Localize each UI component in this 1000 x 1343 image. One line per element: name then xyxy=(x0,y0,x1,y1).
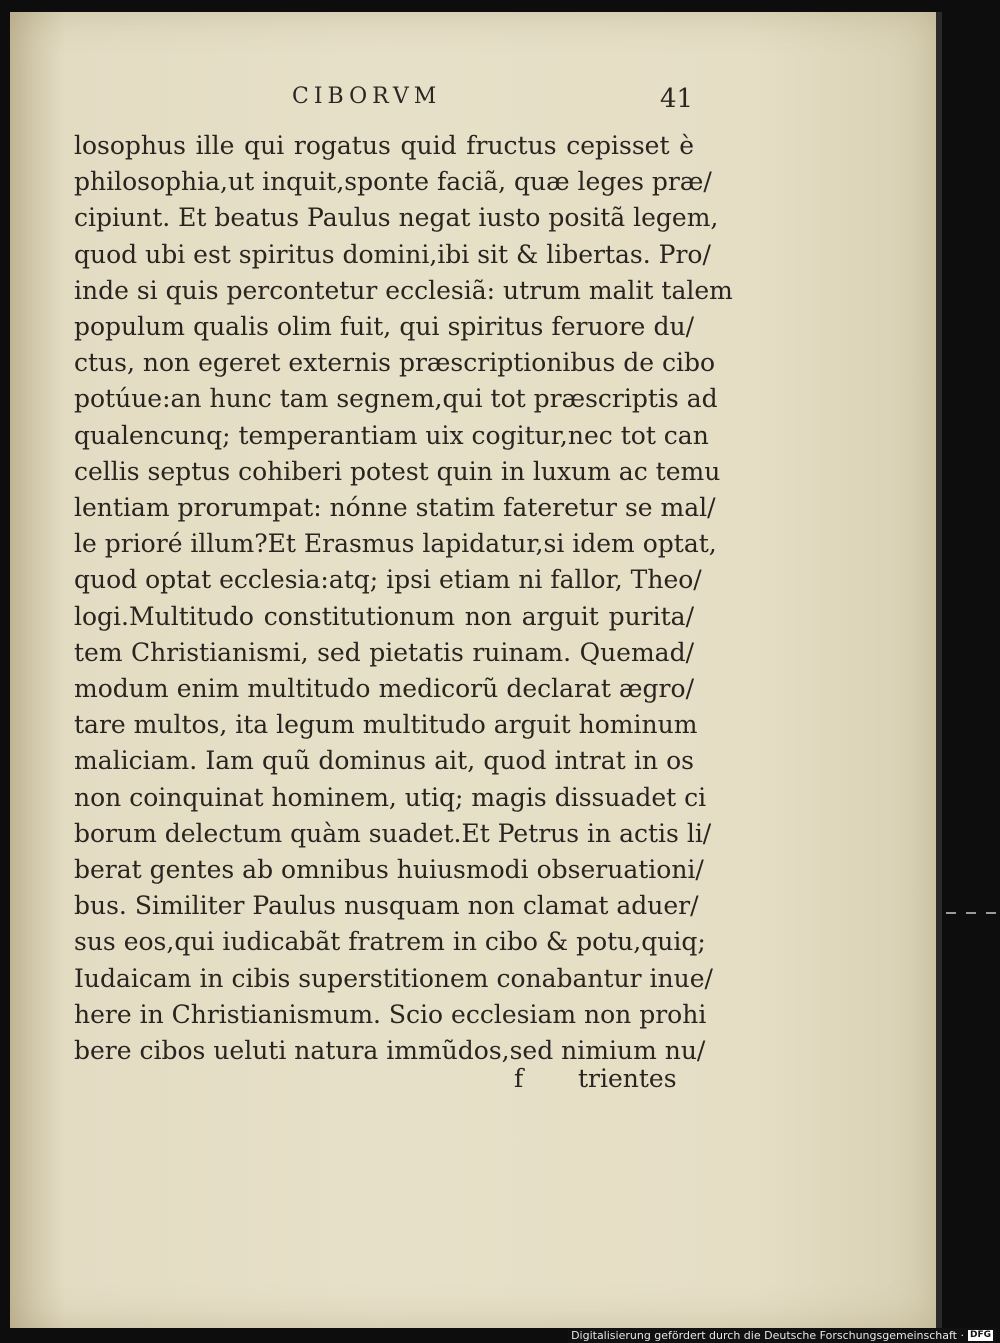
digitization-credit xyxy=(568,1328,996,1343)
running-head: CIBORVM xyxy=(292,84,442,109)
text-line: quod ubi est spiritus domini,ibi sit & libertas. Pro/ xyxy=(74,239,711,269)
text-line: inde si quis percontetur ecclesiã: utrum malit talem xyxy=(74,275,733,305)
text-line: sus eos,qui iudicabãt fratrem in cibo & potu,quiq; xyxy=(74,927,706,957)
text-line: philosophia,ut inquit,sponte faciã, quæ leges præ/ xyxy=(74,167,712,197)
page-edge-shadow xyxy=(936,12,942,1328)
text-line: quod optat ecclesia:atq; ipsi etiam ni fallor, Theo/ xyxy=(74,565,702,595)
text-line: bus. Similiter Paulus nusquam non clamat aduer/ xyxy=(74,891,699,921)
text-line: potúue:an hunc tam segnem,qui tot præscriptis ad xyxy=(74,384,718,414)
text-line: maliciam. Iam quũ dominus ait, quod intrat in os xyxy=(74,746,694,776)
text-line: tem Christianismi, sed pietatis ruinam. Quemad/ xyxy=(74,637,694,667)
text-line: borum delectum quàm suadet.Et Petrus in actis li/ xyxy=(74,818,712,848)
ruler-mark xyxy=(946,912,956,914)
text-line: here in Christianismum. Scio ecclesiam non prohi xyxy=(74,999,707,1029)
text-line: tare multos, ita legum multitudo arguit hominum xyxy=(74,710,698,740)
text-line: lentiam prorumpat: nónne statim fateretur se mal/ xyxy=(74,493,716,523)
text-line: cipiunt. Et beatus Paulus negat iusto positã legem, xyxy=(74,203,719,233)
text-line: modum enim multitudo medicorũ declarat ægro/ xyxy=(74,674,694,704)
dfg-logo: DFG xyxy=(969,1330,991,1340)
text-line: bere cibos ueluti natura immũdos,sed nimium nu/ xyxy=(74,1036,706,1066)
text-block xyxy=(74,128,733,1069)
text-line: non coinquinat hominem, utiq; magis dissuadet ci xyxy=(74,782,707,812)
credit-text: Digitalisierung gefördert durch die Deutsche Forschungsgemeinschaft · xyxy=(571,1329,964,1342)
text-line: berat gentes ab omnibus huiusmodi obseruationi/ xyxy=(74,855,704,885)
text-line: logi.Multitudo constitutionum non arguit purita/ xyxy=(74,601,694,631)
text-line: ctus, non egeret externis præscriptionibus de cibo xyxy=(74,348,716,378)
catchword: trientes xyxy=(578,1064,677,1093)
text-line: cellis septus cohiberi potest quin in luxum ac temu xyxy=(74,456,721,486)
text-line: qualencunq; temperantiam uix cogitur,nec tot can xyxy=(74,420,709,450)
text-line: le prioré illum?Et Erasmus lapidatur,si idem optat, xyxy=(74,529,717,559)
signature-mark: f xyxy=(514,1064,524,1093)
text-line: populum qualis olim fuit, qui spiritus feruore du/ xyxy=(74,312,694,342)
folio-number: 41 xyxy=(660,84,694,114)
ruler-mark xyxy=(986,912,996,914)
ruler-mark xyxy=(966,912,976,914)
text-line: Iudaicam in cibis superstitionem conabantur inue/ xyxy=(74,963,713,993)
text-line: losophus ille qui rogatus quid fructus cepisset è xyxy=(74,131,694,160)
